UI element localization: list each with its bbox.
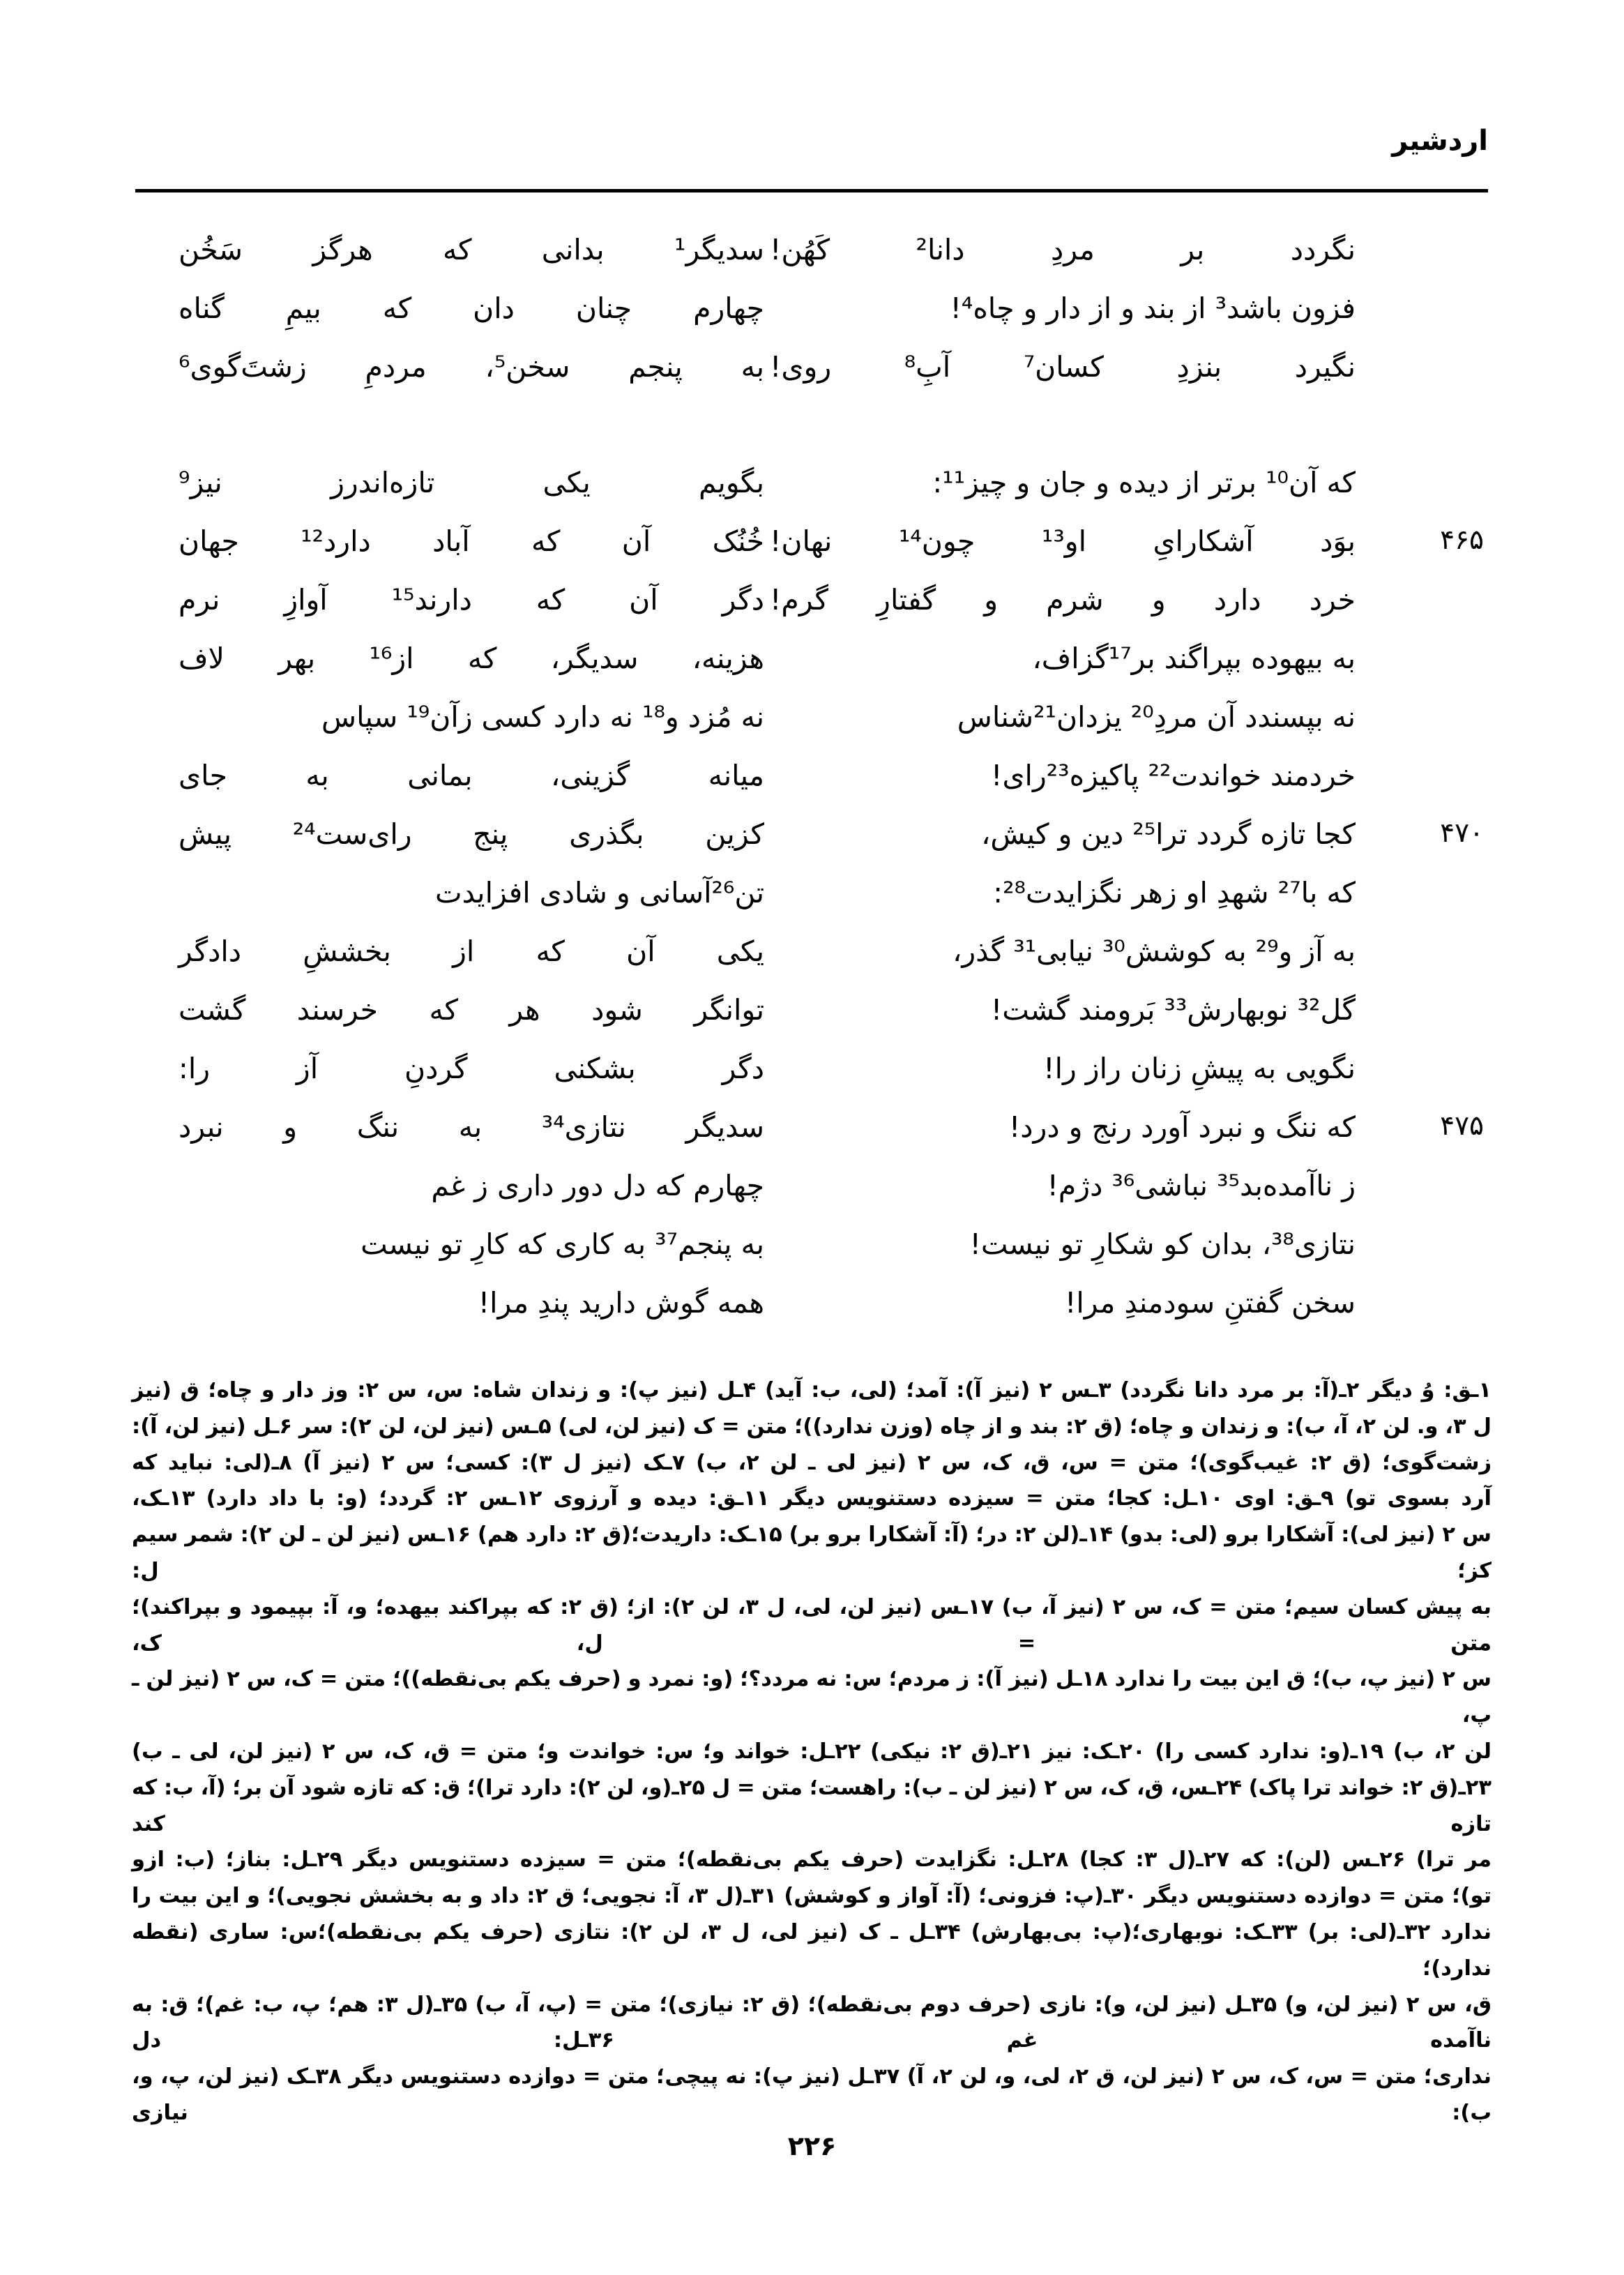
verse-line-number bbox=[1406, 756, 1488, 759]
verse-line-number bbox=[1406, 347, 1488, 350]
hemistich-second: که آن¹⁰ برتر از دیده و جان و چیز¹¹: bbox=[932, 466, 1356, 499]
apparatus-line: ۲۳ـ(ق ۲: خواند ترا پاک) ۲۴ـس، ق، ک، س ۲ (نیز لن ـ ب): راهست؛ متن = ل ۲۵ـ(و، لن ۲): دارد ترا)؛ ق: که تازه شود آن بر؛ (آ، ب: که تازه کند bbox=[132, 1775, 1492, 1836]
verse-line-number bbox=[1406, 1225, 1488, 1227]
hemistich-first: به پنجم³⁷ به کاری که کارِ تو نیست bbox=[361, 1227, 764, 1261]
verse-couplet bbox=[135, 230, 1488, 289]
hemistich-second: نگویی به پیشِ زنان راز را! bbox=[1043, 1052, 1356, 1085]
verse-line-number bbox=[1406, 463, 1488, 466]
hemistich-first: به پنجم سخن⁵، مردمِ زشتَ‌گوی⁶ bbox=[179, 350, 764, 384]
hemistich-second: که ننگ و نبرد آورد رنج و درد! bbox=[1008, 1110, 1356, 1144]
hemistich-second: به بیهوده بپراگند بر¹⁷گزاف، bbox=[1032, 642, 1356, 675]
verse-area bbox=[135, 230, 1488, 1400]
hemistich-second: نه بپسندد آن مردِ²⁰ یزدان²¹شناس bbox=[957, 700, 1356, 734]
apparatus-line: مر ترا) ۲۶ـس (لن): که ۲۷ـ(ل ۳: کجا) ۲۸ـل: نگزایدت (حرف یکم بی‌نقطه)؛ متن = سیزده دستنویس دیگر ۲۹ـل: بناز؛ (ب: ازو bbox=[132, 1847, 1492, 1873]
verse-couplet bbox=[135, 463, 1488, 522]
verse-couplet bbox=[135, 289, 1488, 347]
critical-apparatus bbox=[132, 1373, 1492, 2131]
stanza-separator bbox=[135, 406, 1488, 463]
verse-couplet bbox=[135, 815, 1488, 873]
verse-stanza bbox=[135, 230, 1488, 406]
apparatus-line: آرد بسوی تو) ۹ـق: اوی ۱۰ـل: کجا؛ متن = سیزده دستنویس دیگر ۱۱ـق: دیده و آرزوی ۱۲ـس ۲: گردد؛ (و: با داد دارد) ۱۳ـک، bbox=[132, 1486, 1492, 1511]
hemistich-second: گل³² نوبهارش³³ بَرومند گشت! bbox=[990, 993, 1356, 1027]
verse-couplet bbox=[135, 932, 1488, 990]
verse-couplet bbox=[135, 1225, 1488, 1283]
apparatus-line: نداری؛ متن = س، ک، س ۲ (نیز لن، ق ۲، لی، و، لن ۲، آ) ۳۷ـل (نیز پ): نه پیچی؛ متن = دوازده دستنویس دیگر ۳۸ـک (نیز لن، پ، و، ب): نیازی bbox=[132, 2064, 1492, 2125]
verse-line-number bbox=[1406, 1049, 1488, 1052]
verse-couplet bbox=[135, 347, 1488, 406]
verse-couplet bbox=[135, 990, 1488, 1049]
hemistich-first: دگر بشکنی گردنِ آز را: bbox=[179, 1052, 764, 1085]
hemistich-second: خرد دارد و شرم و گفتارِ گرم! bbox=[770, 583, 1356, 617]
hemistich-first: بگویم یکی تازه‌اندرز نیز⁹ bbox=[179, 466, 764, 499]
verse-line-number bbox=[1406, 1283, 1488, 1286]
apparatus-line: ل ۳، و. لن ۲، آ، ب): و زندان و چاه؛ (ق ۲: بند و از چاه (وزن ندارد))؛ متن = ک (نیز لن، لی) ۵ـس (نیز لن، لن ۲): سر ۶ـل (نیز لن، آ): bbox=[132, 1414, 1492, 1439]
hemistich-first: تن²⁶آسانی و شادی افزایدت bbox=[435, 876, 764, 909]
apparatus-line: زشت‌گوی؛ (ق ۲: غیب‌گوی)؛ متن = س، ق، ک، س ۲ (نیز لی ـ لن ۲، ب) ۷ـک (نیز ل ۳): کسی؛ س ۲ (نیز آ) ۸ـ(لی: نباید که bbox=[132, 1450, 1492, 1475]
hemistich-first: هزینه، سدیگر، که از¹⁶ بهر لاف bbox=[179, 642, 764, 675]
verse-line-number bbox=[1406, 289, 1488, 292]
hemistich-second: کجا تازه گردد ترا²⁵ دین و کیش، bbox=[981, 817, 1356, 851]
hemistich-first: چهارم چنان دان که بیمِ گناه bbox=[179, 292, 764, 325]
hemistich-second: به آز و²⁹ به کوشش³⁰ نیابی³¹ گذر، bbox=[953, 935, 1356, 968]
verse-line-number bbox=[1406, 932, 1488, 935]
verse-line-number: ۴۷۵ bbox=[1440, 1110, 1484, 1142]
hemistich-second: نگردد بر مردِ دانا² کَهُن! bbox=[770, 233, 1356, 266]
verse-stanza bbox=[135, 463, 1488, 1400]
apparatus-line: لن ۲، ب) ۱۹ـ(و: ندارد کسی را) ۲۰ـک: نیز ۲۱ـ(ق ۲: نیکی) ۲۲ـل: خواند و؛ س: خواندت و؛ متن = ق، ک، س ۲ (نیز لن، لی ـ ب) bbox=[132, 1739, 1492, 1764]
verse-line-number bbox=[1406, 697, 1488, 700]
apparatus-line: به پیش کسان سیم؛ متن = ک، س ۲ (نیز آ، ب) ۱۷ـس (نیز لن، لی، ل ۳، لن ۲): از؛ (ق ۲: که بپراکند بیهده؛ و، آ: بپیمود و بپراکند)؛ متن = ل، ک، bbox=[132, 1594, 1492, 1656]
verse-couplet bbox=[135, 580, 1488, 639]
hemistich-first: سدیگر¹ بدانی که هرگز سَخُن bbox=[179, 233, 764, 266]
verse-line-number bbox=[1406, 873, 1488, 876]
verse-couplet bbox=[135, 756, 1488, 815]
hemistich-second: که با²⁷ شهدِ او زهر نگزایدت²⁸: bbox=[993, 876, 1356, 909]
hemistich-second: ز ناآمده‌بد³⁵ نباشی³⁶ دژم! bbox=[1047, 1169, 1356, 1202]
verse-line-number bbox=[1406, 1166, 1488, 1169]
apparatus-line: تو)؛ متن = دوازده دستنویس دیگر ۳۰ـ(پ: فزونی؛ (آ: آواز و کوشش) ۳۱ـ(ل ۳، آ: نجویی؛ ق ۲: داد و به بخشش نجویی)؛ و این بیت را bbox=[132, 1884, 1492, 1909]
verse-couplet bbox=[135, 873, 1488, 932]
hemistich-first: همه گوش دارید پندِ مرا! bbox=[478, 1286, 764, 1320]
verse-couplet bbox=[135, 1049, 1488, 1108]
verse-line-number bbox=[1406, 990, 1488, 993]
verse-line-number bbox=[1406, 230, 1488, 233]
apparatus-line: ۱ـق: وُ دیگر ۲ـ(آ: بر مرد دانا نگردد) ۳ـس ۲ (نیز آ): آمد؛ (لی، ب: آید) ۴ـل (نیز پ): و زندان شاه: س، س ۲: وز دار و چاه؛ ق (نیز bbox=[132, 1378, 1492, 1403]
hemistich-first: دگر آن که دارند¹⁵ آوازِ نرم bbox=[179, 583, 764, 617]
hemistich-second: نتازی³⁸، بدان کو شکارِ تو نیست! bbox=[969, 1227, 1356, 1261]
hemistich-second: نگیرد بنزدِ کسان⁷ آبِ⁸ روی! bbox=[770, 350, 1356, 384]
header-rule-divider bbox=[135, 189, 1488, 192]
running-head-title: اردشیر bbox=[1392, 125, 1488, 157]
apparatus-line: ندارد ۳۲ـ(لی: بر) ۳۳ـک: نوبهاری؛(پ: بی‌بهارش) ۳۴ـل ـ ک (نیز لی، ل ۳، لن ۲): نتازی (حرف یکم بی‌نقطه)؛س: ساری (نقطه ندارد)؛ bbox=[132, 1919, 1492, 1981]
hemistich-first: خُنُک آن که آباد دارد¹² جهان bbox=[179, 524, 764, 558]
hemistich-first: یکی آن که از بخششِ دادگر bbox=[179, 935, 764, 968]
verse-couplet bbox=[135, 1283, 1488, 1342]
hemistich-second: فزون باشد³ از بند و از دار و چاه⁴! bbox=[950, 292, 1356, 325]
verse-line-number: ۴۷۰ bbox=[1440, 817, 1484, 849]
hemistich-first: میانه گزینی، بمانی به جای bbox=[179, 759, 764, 792]
verse-couplet bbox=[135, 639, 1488, 697]
hemistich-first bbox=[135, 1342, 767, 1343]
verse-line-number bbox=[1406, 1342, 1488, 1345]
apparatus-line: س ۲ (نیز لی): آشکارا برو (لی: بدو) ۱۴ـ(لن ۲: در؛ (آ: آشکارا برو بر) ۱۵ـک: داریدت؛(ق ۲: دارد هم) ۱۶ـس (نیز لن ـ لن ۲): شمر سیم کز؛ ل: bbox=[132, 1522, 1492, 1583]
hemistich-second: بوَد آشکارایِ او¹³ چون¹⁴ نهان! bbox=[770, 524, 1356, 558]
apparatus-line: س ۲ (نیز پ، ب)؛ ق این بیت را ندارد ۱۸ـل (نیز آ): ز مردم؛ س: نه مردد؟؛ (و: نمرد و (حرف یکم بی‌نقطه))؛ متن = ک، س ۲ (نیز لن ـ پ، bbox=[132, 1667, 1492, 1728]
verse-couplet bbox=[135, 1166, 1488, 1225]
verse-couplet bbox=[135, 1108, 1488, 1166]
apparatus-line: ق، س ۲ (نیز لن، و) ۳۵ـل (نیز لن، و): نازی (حرف دوم بی‌نقطه)؛ (ق ۲: نیازی)؛ متن = (پ، آ، ب) ۳۵ـ(ل ۳: هم؛ پ، ب: غم)؛ ق: به ناآمده غم ۳۶ـل: دل bbox=[132, 1992, 1492, 2053]
hemistich-second: سخن گفتنِ سودمندِ مرا! bbox=[1064, 1286, 1356, 1320]
hemistich-first: چهارم که دل دور داری ز غم bbox=[431, 1169, 764, 1202]
hemistich-first: سدیگر نتازی³⁴ به ننگ و نبرد bbox=[179, 1110, 765, 1144]
verse-line-number bbox=[1406, 580, 1488, 583]
hemistich-first: نه مُزد و¹⁸ نه دارد کسی زآن¹⁹ سپاس bbox=[321, 700, 764, 734]
verse-line-number: ۴۶۵ bbox=[1440, 524, 1484, 556]
verse-line-number bbox=[1406, 639, 1488, 642]
page-number: ۲۲۶ bbox=[787, 2131, 837, 2161]
hemistich-first: کزین بگذری پنج رای‌ست²⁴ پیش bbox=[179, 817, 764, 851]
hemistich-first: توانگر شود هر که خرسند گشت bbox=[179, 993, 764, 1027]
verse-couplet bbox=[135, 697, 1488, 756]
hemistich-second bbox=[767, 1342, 1406, 1343]
verse-couplet bbox=[135, 522, 1488, 580]
hemistich-second: خردمند خواندت²² پاکیزه²³رای! bbox=[991, 759, 1356, 792]
